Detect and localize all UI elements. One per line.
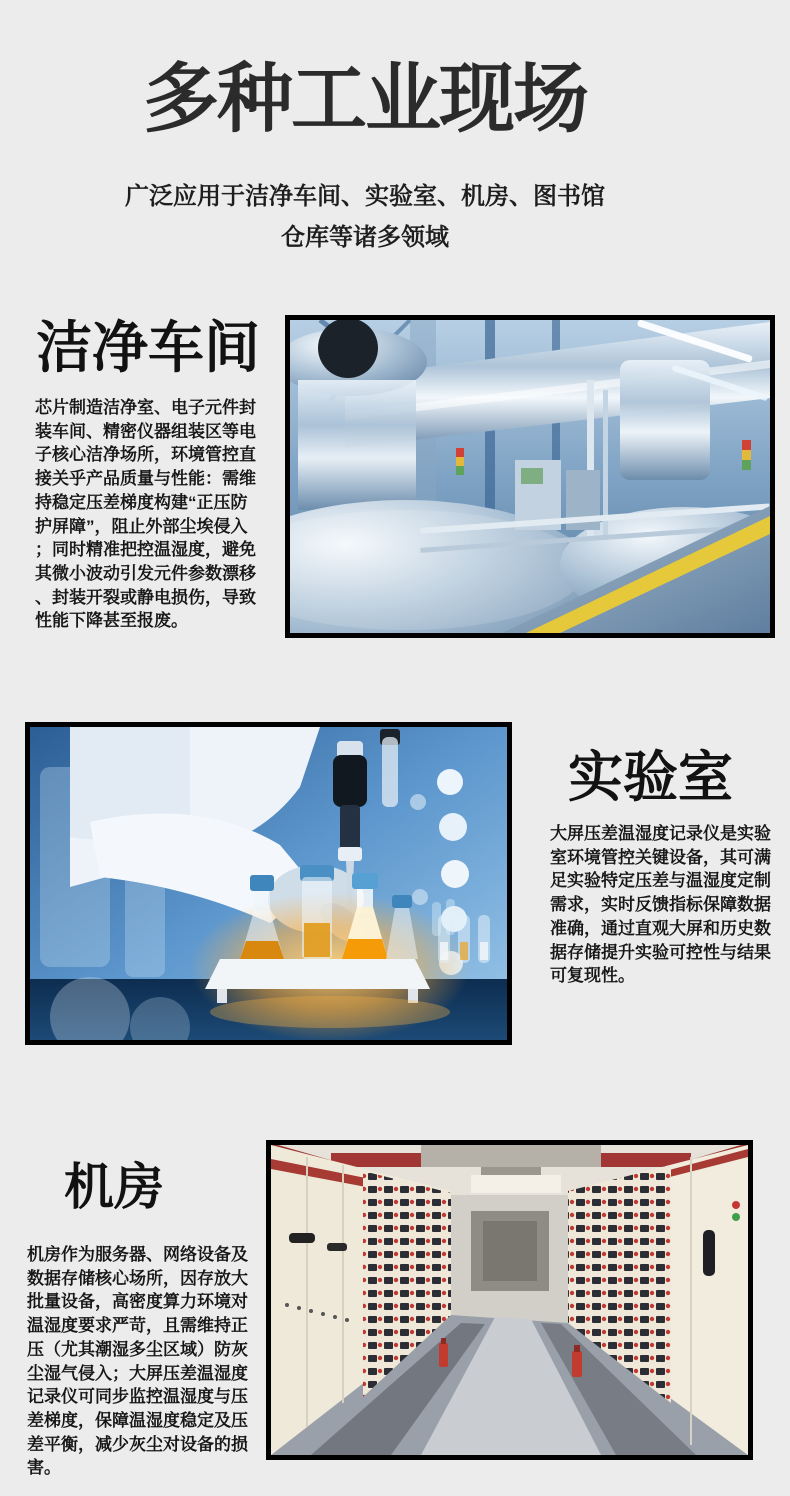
page-subtitle-line2: 仓库等诸多领域 bbox=[281, 224, 449, 251]
section-body-clean-workshop: 芯片制造洁净室、电子元件封装车间、精密仪器组装区等电子核心洁净场所，环境管控直接关乎产品质量与性能：需维持稳定压差梯度构建“正压防护屏障”，阻止外部尘埃侵入；同时精准把控温湿度，避免其微小波动引发元件参数漂移、封装开裂或静电损伤，导致性能下降甚至报废。 bbox=[35, 398, 256, 631]
server-room-photo bbox=[266, 1140, 753, 1460]
page-subtitle-line1: 广泛应用于洁净车间、实验室、机房、图书馆 bbox=[125, 183, 605, 210]
page-title: 多种工业现场 bbox=[143, 57, 587, 142]
laboratory-photo bbox=[25, 722, 512, 1045]
section-body-server-room: 机房作为服务器、网络设备及数据存储核心场所，因存放大批量设备，高密度算力环境对温湿度要求严苛，且需维持正压（尤其潮湿多尘区域）防灰尘湿气侵入；大屏压差温湿度记录仪可同步监控温湿度与压差梯度，保障温湿度稳定及压差平衡，减少灰尘对设备的损害。 bbox=[27, 1245, 248, 1478]
section-title-laboratory: 实验室 bbox=[568, 746, 734, 808]
section-body-laboratory: 大屏压差温湿度记录仪是实验室环境管控关键设备，其可满足实验特定压差与温湿度定制需求，实时反馈指标保障数据准确，通过直观大屏和历史数据存储提升实验可控性与结果可复现性。 bbox=[550, 824, 771, 986]
section-title-server-room: 机房 bbox=[64, 1159, 164, 1215]
clean-workshop-photo bbox=[285, 315, 775, 638]
section-title-clean-workshop: 洁净车间 bbox=[36, 316, 260, 379]
